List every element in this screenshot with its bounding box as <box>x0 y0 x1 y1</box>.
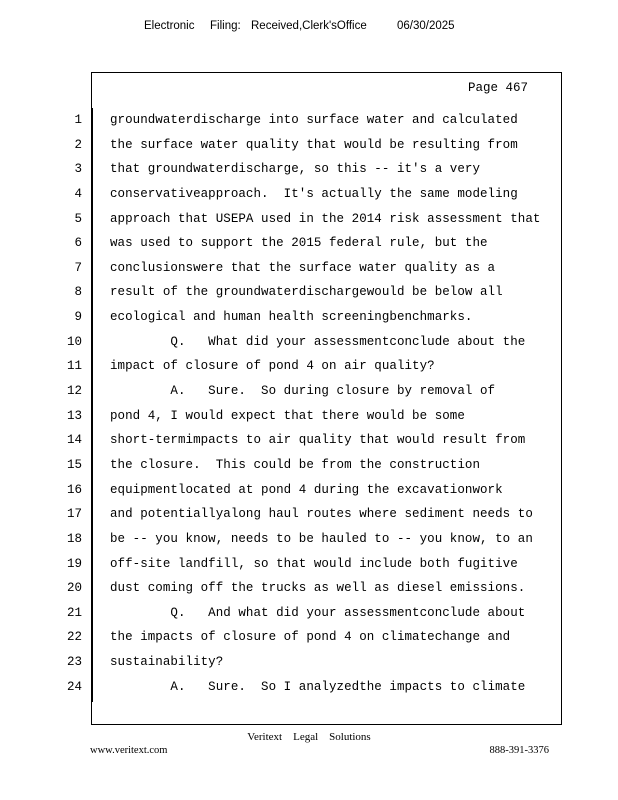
page-number: Page 467 <box>467 81 528 95</box>
line-number: 17 <box>66 507 82 522</box>
line-number: 3 <box>74 162 82 177</box>
line-number: 21 <box>66 605 82 620</box>
transcript-line: dust coming off the trucks as well as diesel emissions. <box>110 581 526 596</box>
header-received: Received,Clerk'sOffice <box>251 20 367 32</box>
line-number: 8 <box>74 285 82 300</box>
transcript-line: and potentiallyalong haul routes where sediment needs to <box>110 507 533 522</box>
transcript-line: A. Sure. So during closure by removal of <box>110 384 496 399</box>
footer-company: Veritext Legal Solutions <box>247 731 371 743</box>
transcript-line: Q. What did your assessmentconclude about the <box>110 334 526 349</box>
line-number: 19 <box>66 556 82 571</box>
transcript-line: impact of closure of pond 4 on air quality? <box>110 359 435 374</box>
line-numbers <box>60 108 82 699</box>
transcript-line: conservativeapproach. It's actually the same modeling <box>110 186 518 201</box>
line-number-rule <box>92 108 93 702</box>
footer-website: www.veritext.com <box>90 745 168 756</box>
transcript-line: sustainability? <box>110 655 224 670</box>
line-number: 10 <box>66 334 82 349</box>
line-number: 16 <box>66 482 82 497</box>
transcript-line: short-termimpacts to air quality that would result from <box>110 433 526 448</box>
transcript-body <box>110 108 550 699</box>
line-number: 14 <box>66 433 82 448</box>
transcript-line: the surface water quality that would be resulting from <box>110 137 518 152</box>
transcript-line: groundwaterdischarge into surface water and calculated <box>110 113 518 127</box>
transcript-line: equipmentlocated at pond 4 during the excavationwork <box>110 482 503 497</box>
transcript-line: ecological and human health screeningbenchmarks. <box>110 310 473 325</box>
line-number: 6 <box>74 236 82 251</box>
transcript-line: was used to support the 2015 federal rule, but the <box>110 236 488 251</box>
line-number: 1 <box>74 113 82 127</box>
transcript-line: the impacts of closure of pond 4 on climatechange and <box>110 630 511 645</box>
line-number: 20 <box>66 581 82 596</box>
line-number: 24 <box>66 679 82 694</box>
transcript-line: approach that USEPA used in the 2014 risk assessment that <box>110 211 541 226</box>
line-number: 2 <box>74 137 82 152</box>
filing-header <box>0 20 618 36</box>
line-number: 9 <box>74 310 82 325</box>
line-number: 13 <box>66 408 82 423</box>
transcript-line: result of the groundwaterdischargewould be below all <box>110 285 503 300</box>
transcript-line: that groundwaterdischarge, so this -- it's a very <box>110 162 481 177</box>
header-electronic: Electronic <box>144 20 195 32</box>
line-number: 22 <box>66 630 82 645</box>
line-number: 5 <box>74 211 82 226</box>
header-date: 06/30/2025 <box>397 20 455 32</box>
line-number: 4 <box>74 186 82 201</box>
line-number: 23 <box>66 655 82 670</box>
transcript-line: off-site landfill, so that would include both fugitive <box>110 556 518 571</box>
transcript-line: A. Sure. So I analyzedthe impacts to climate <box>110 679 526 694</box>
transcript-line: be -- you know, needs to be hauled to -- you know, to an <box>110 531 533 546</box>
line-number: 11 <box>66 359 82 374</box>
line-number: 18 <box>66 531 82 546</box>
transcript-line: conclusionswere that the surface water quality as a <box>110 260 496 275</box>
footer-phone: 888-391-3376 <box>489 745 549 756</box>
transcript-line: the closure. This could be from the construction <box>110 457 481 472</box>
line-number: 7 <box>74 260 82 275</box>
transcript-line: Q. And what did your assessmentconclude about <box>110 605 526 620</box>
line-number: 15 <box>66 457 82 472</box>
transcript-line: pond 4, I would expect that there would be some <box>110 408 465 423</box>
header-filing: Filing: <box>210 20 241 32</box>
line-number: 12 <box>66 384 82 399</box>
